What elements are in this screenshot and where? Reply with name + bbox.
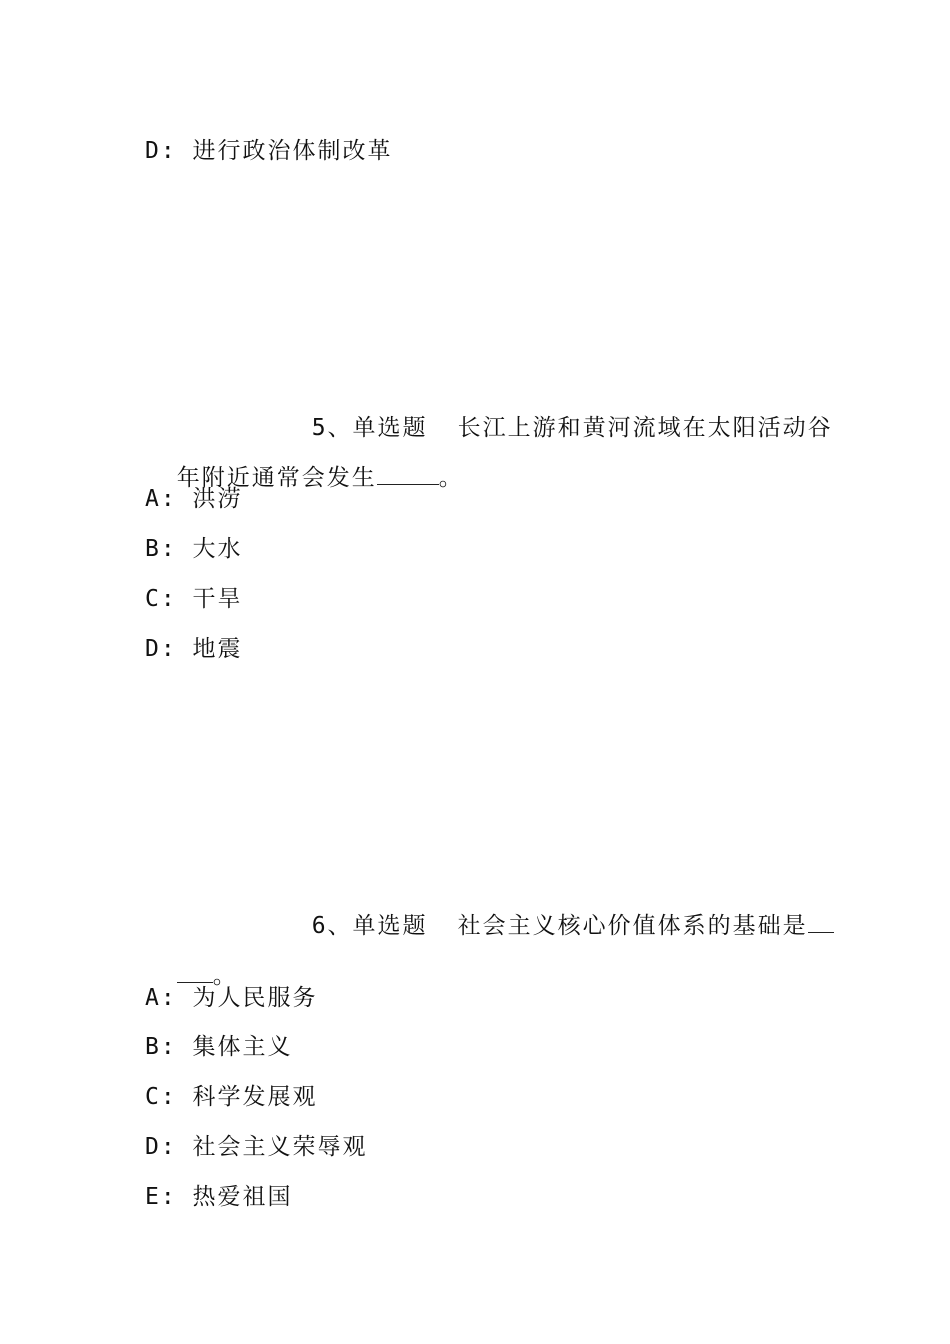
- q5-answer-blank: [377, 466, 439, 485]
- q5-heading: [280, 386, 833, 442]
- q5-stem-line2: [145, 436, 464, 492]
- q6-answer-blank-part2: [177, 964, 213, 983]
- q5-option-d: D: 地震: [145, 636, 243, 662]
- q6-option-c: C: 科学发展观: [145, 1084, 318, 1110]
- q5-stem-end: 。: [438, 465, 464, 491]
- q6-number: 6、单选题: [311, 913, 428, 939]
- q6-answer-blank-part1: [808, 914, 834, 933]
- q5-stem-text: 年附近通常会发生: [176, 465, 377, 491]
- q6-option-e: E: 热爱祖国: [145, 1184, 293, 1210]
- q5-option-a: A: 洪涝: [145, 486, 243, 512]
- q6-stem-end: 。: [212, 963, 238, 989]
- q6-option-b: B: 集体主义: [145, 1034, 293, 1060]
- q5-option-c: C: 干旱: [145, 586, 243, 612]
- q6-stem-line1: 社会主义核心价值体系的基础是: [457, 913, 808, 939]
- q5-number: 5、单选题: [311, 415, 428, 441]
- q6-heading: [280, 884, 834, 940]
- prev-option-d: D: 进行政治体制改革: [145, 138, 393, 164]
- q5-option-b: B: 大水: [145, 536, 243, 562]
- q6-option-a: A: 为人民服务: [145, 985, 318, 1011]
- q6-option-d: D: 社会主义荣辱观: [145, 1134, 368, 1160]
- q5-stem-line1: 长江上游和黄河流域在太阳活动谷: [457, 415, 833, 441]
- q6-stem-line2: [145, 934, 238, 990]
